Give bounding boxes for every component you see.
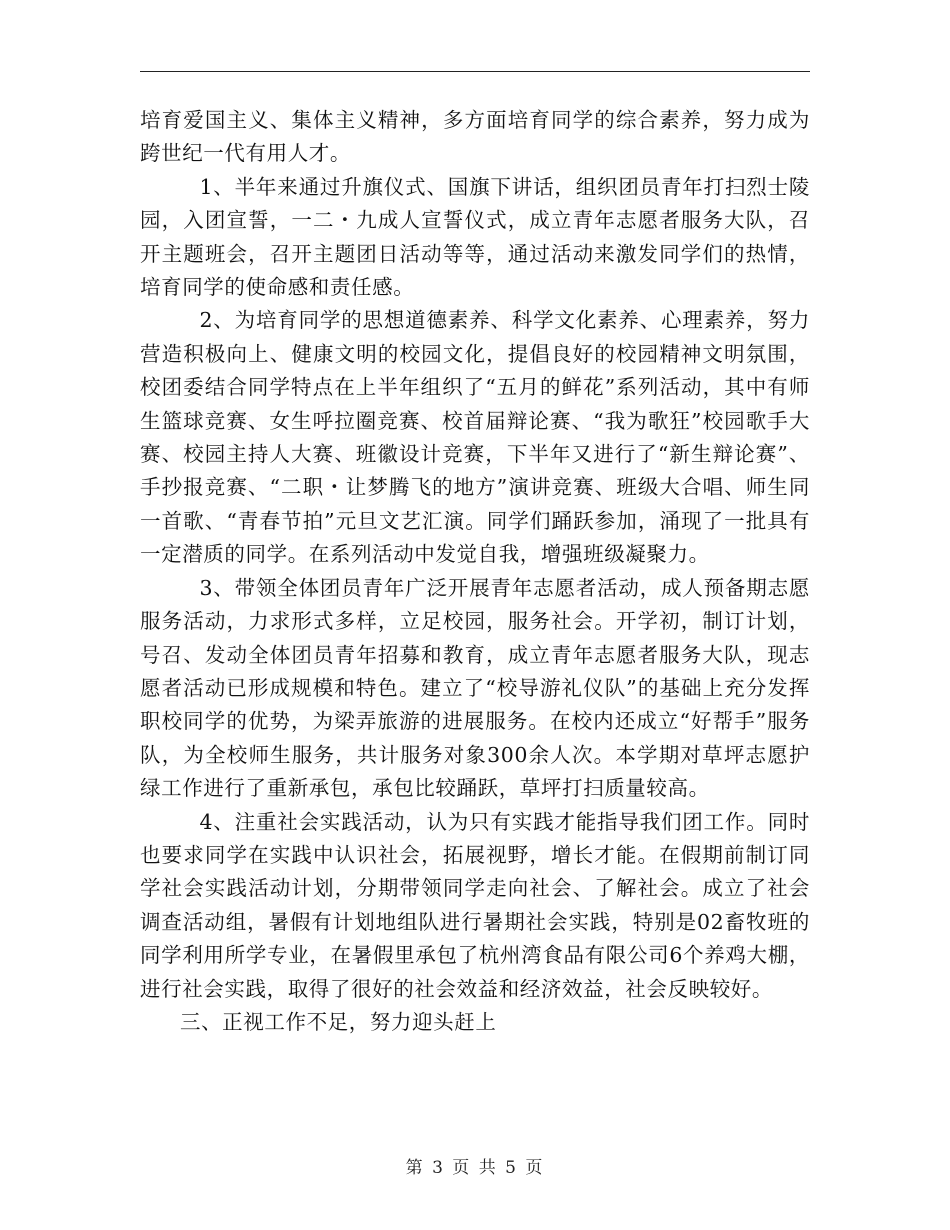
paragraph-item-3: 3、带领全体团员青年广泛开展青年志愿者活动，成人预备期志愿服务活动，力求形式多样，立足校园，服务社会。开学初，制订计划，号召、发动全体团员青年招募和教育，成立青年志愿者服务大队，现志愿者活动已形成规模和特色。建立了“校导游礼仪队”的基础上充分发挥职校同学的优势，为梁弄旅游的进展服务。在校内还成立“好帮手”服务队，为全校师生服务，共计服务对象300余人次。本学期对草坪志愿护绿工作进行了重新承包，承包比较踊跃，草坪打扫质量较高。 <box>140 575 810 801</box>
section-heading: 三、正视工作不足，努力迎头赶上 <box>179 1009 497 1034</box>
paragraph-item-1: 1、半年来通过升旗仪式、国旗下讲话，组织团员青年打扫烈士陵园，入团宣誓，一二・九成人宣誓仪式，成立青年志愿者服务大队，召开主题班会，召开主题团日活动等等，通过活动来激发同学们的热情，培育同学的使命感和责任感。 <box>140 174 810 300</box>
header-rule <box>140 71 810 72</box>
page-footer: 第 3 页 共 5 页 <box>405 1158 545 1178</box>
paragraph-continuation: 培育爱国主义、集体主义精神，多方面培育同学的综合素养，努力成为跨世纪一代有用人才。 <box>140 108 810 166</box>
paragraph-item-2: 2、为培育同学的思想道德素养、科学文化素养、心理素养，努力营造积极向上、健康文明的校园文化，提倡良好的校园精神文明氛围，校团委结合同学特点在上半年组织了“五月的鲜花”系列活动，其中有师生篮球竞赛、女生呼拉圈竞赛、校首届辩论赛、“我为歌狂”校园歌手大赛、校园主持人大赛、班徽设计竞赛，下半年又进行了“新生辩论赛”、手抄报竞赛、“二职・让梦腾飞的地方”演讲竞赛、班级大合唱、师生同一首歌、“青春节拍”元旦文艺汇演。同学们踊跃参加，涌现了一批具有一定潜质的同学。在系列活动中发觉自我，增强班级凝聚力。 <box>140 308 810 567</box>
paragraph-item-4: 4、注重社会实践活动，认为只有实践才能指导我们团工作。同时也要求同学在实践中认识社会，拓展视野，增长才能。在假期前制订同学社会实践活动计划，分期带领同学走向社会、了解社会。成立了社会调查活动组，暑假有计划地组队进行暑期社会实践，特别是02畜牧班的同学利用所学专业，在暑假里承包了杭州湾食品有限公司6个养鸡大棚，进行社会实践，取得了很好的社会效益和经济效益，社会反映较好。 <box>140 809 810 1001</box>
document-body <box>140 104 810 1039</box>
